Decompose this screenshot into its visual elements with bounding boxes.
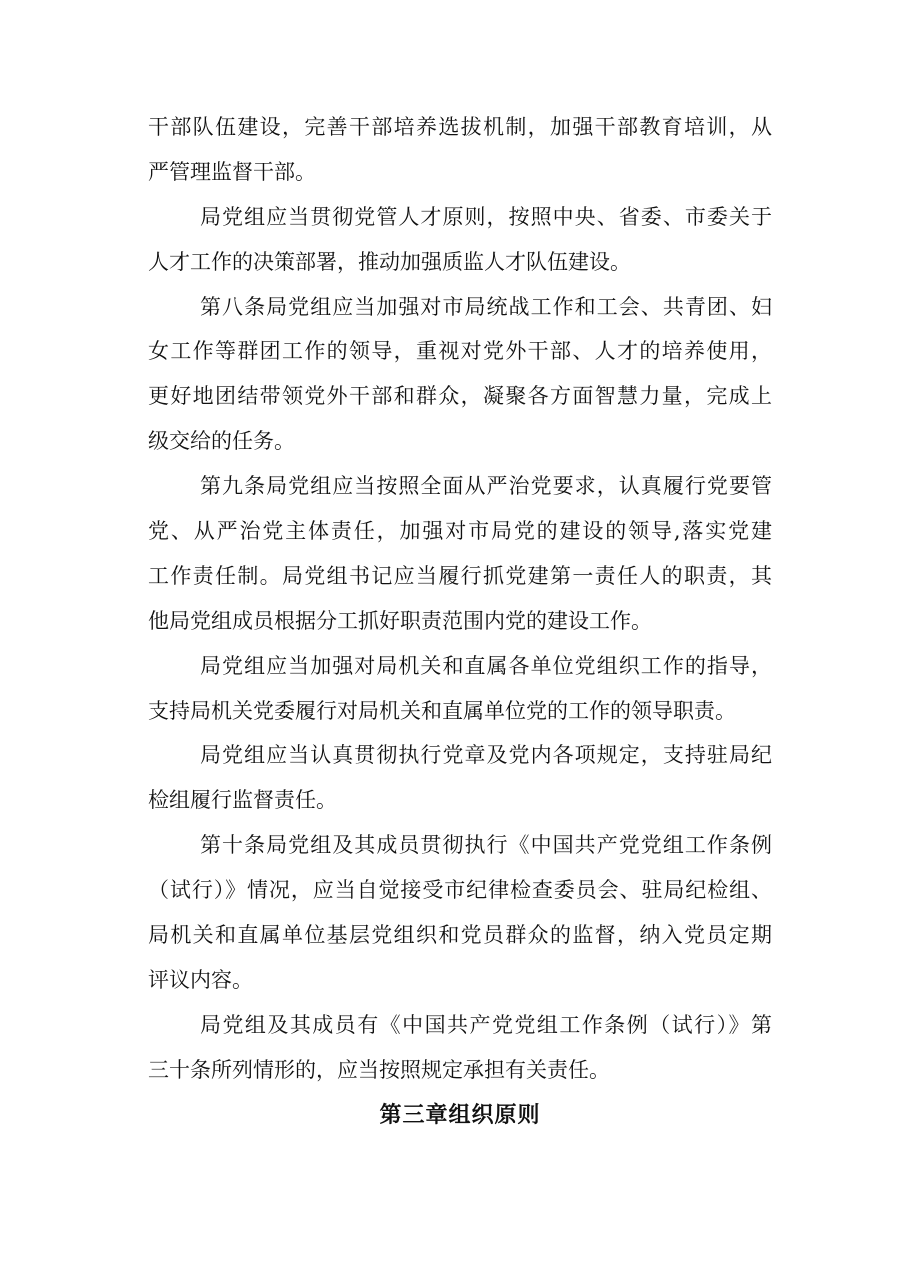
paragraph-line: 检组履行监督责任。 xyxy=(148,788,337,813)
paragraph-line: 级交给的任务。 xyxy=(148,429,295,454)
paragraph-line: 工作责任制。局党组书记应当履行抓党建第一责任人的职责，其 xyxy=(148,563,772,588)
paragraph xyxy=(148,195,772,285)
paragraph-line: 干部队伍建设，完善干部培养选拔机制，加强干部教育培训，从 xyxy=(148,115,772,139)
paragraph-line: 局机关和直属单位基层党组织和党员群众的监督，纳入党员定期 xyxy=(148,923,772,948)
paragraph-line: （试行）》情况，应当自觉接受市纪律检查委员会、驻局纪检组、 xyxy=(148,878,772,903)
paragraph xyxy=(148,644,772,734)
paragraph-line: 支持局机关党委履行对局机关和直属单位党的工作的领导职责。 xyxy=(148,698,736,723)
paragraph-line: 局党组应当贯彻党管人才原则，按照中央、省委、市委关于 xyxy=(200,204,772,229)
paragraph-line: 评议内容。 xyxy=(148,967,253,992)
paragraph-line: 第八条局党组应当加强对市局统战工作和工会、共青团、妇 xyxy=(200,294,772,319)
chapter-heading: 第三章组织原则 xyxy=(379,1101,541,1128)
paragraph-line: 严管理监督干部。 xyxy=(148,159,316,184)
paragraph-line: 人才工作的决策部署，推动加强质监人才队伍建设。 xyxy=(148,249,631,274)
paragraph-line: 第九条局党组应当按照全面从严治党要求，认真履行党要管 xyxy=(200,474,772,499)
document-body xyxy=(148,105,772,1137)
paragraph-line: 他局党组成员根据分工抓好职责范围内党的建设工作。 xyxy=(148,608,652,633)
paragraph-line: 局党组应当认真贯彻执行党章及党内各项规定，支持驻局纪 xyxy=(200,743,772,768)
paragraph-line: 三十条所列情形的，应当按照规定承担有关责任。 xyxy=(148,1057,610,1082)
paragraph xyxy=(148,1003,772,1093)
paragraph-line: 女工作等群团工作的领导，重视对党外干部、人才的培养使用， xyxy=(148,339,772,364)
paragraph-line: 局党组及其成员有《中国共产党党组工作条例（试行）》第 xyxy=(200,1012,772,1037)
paragraph-line: 更好地团结带领党外干部和群众，凝聚各方面智慧力量，完成上 xyxy=(148,384,772,409)
paragraph-line: 党、从严治党主体责任，加强对市局党的建设的领导,落实党建 xyxy=(148,519,772,544)
paragraph xyxy=(148,285,772,465)
paragraph-line: 局党组应当加强对局机关和直属各单位党组织工作的指导， xyxy=(200,653,772,678)
paragraph xyxy=(148,823,772,1003)
paragraph xyxy=(148,105,772,195)
paragraph xyxy=(148,464,772,644)
paragraph xyxy=(148,733,772,823)
paragraph-line: 第十条局党组及其成员贯彻执行《中国共产党党组工作条例 xyxy=(200,833,772,858)
